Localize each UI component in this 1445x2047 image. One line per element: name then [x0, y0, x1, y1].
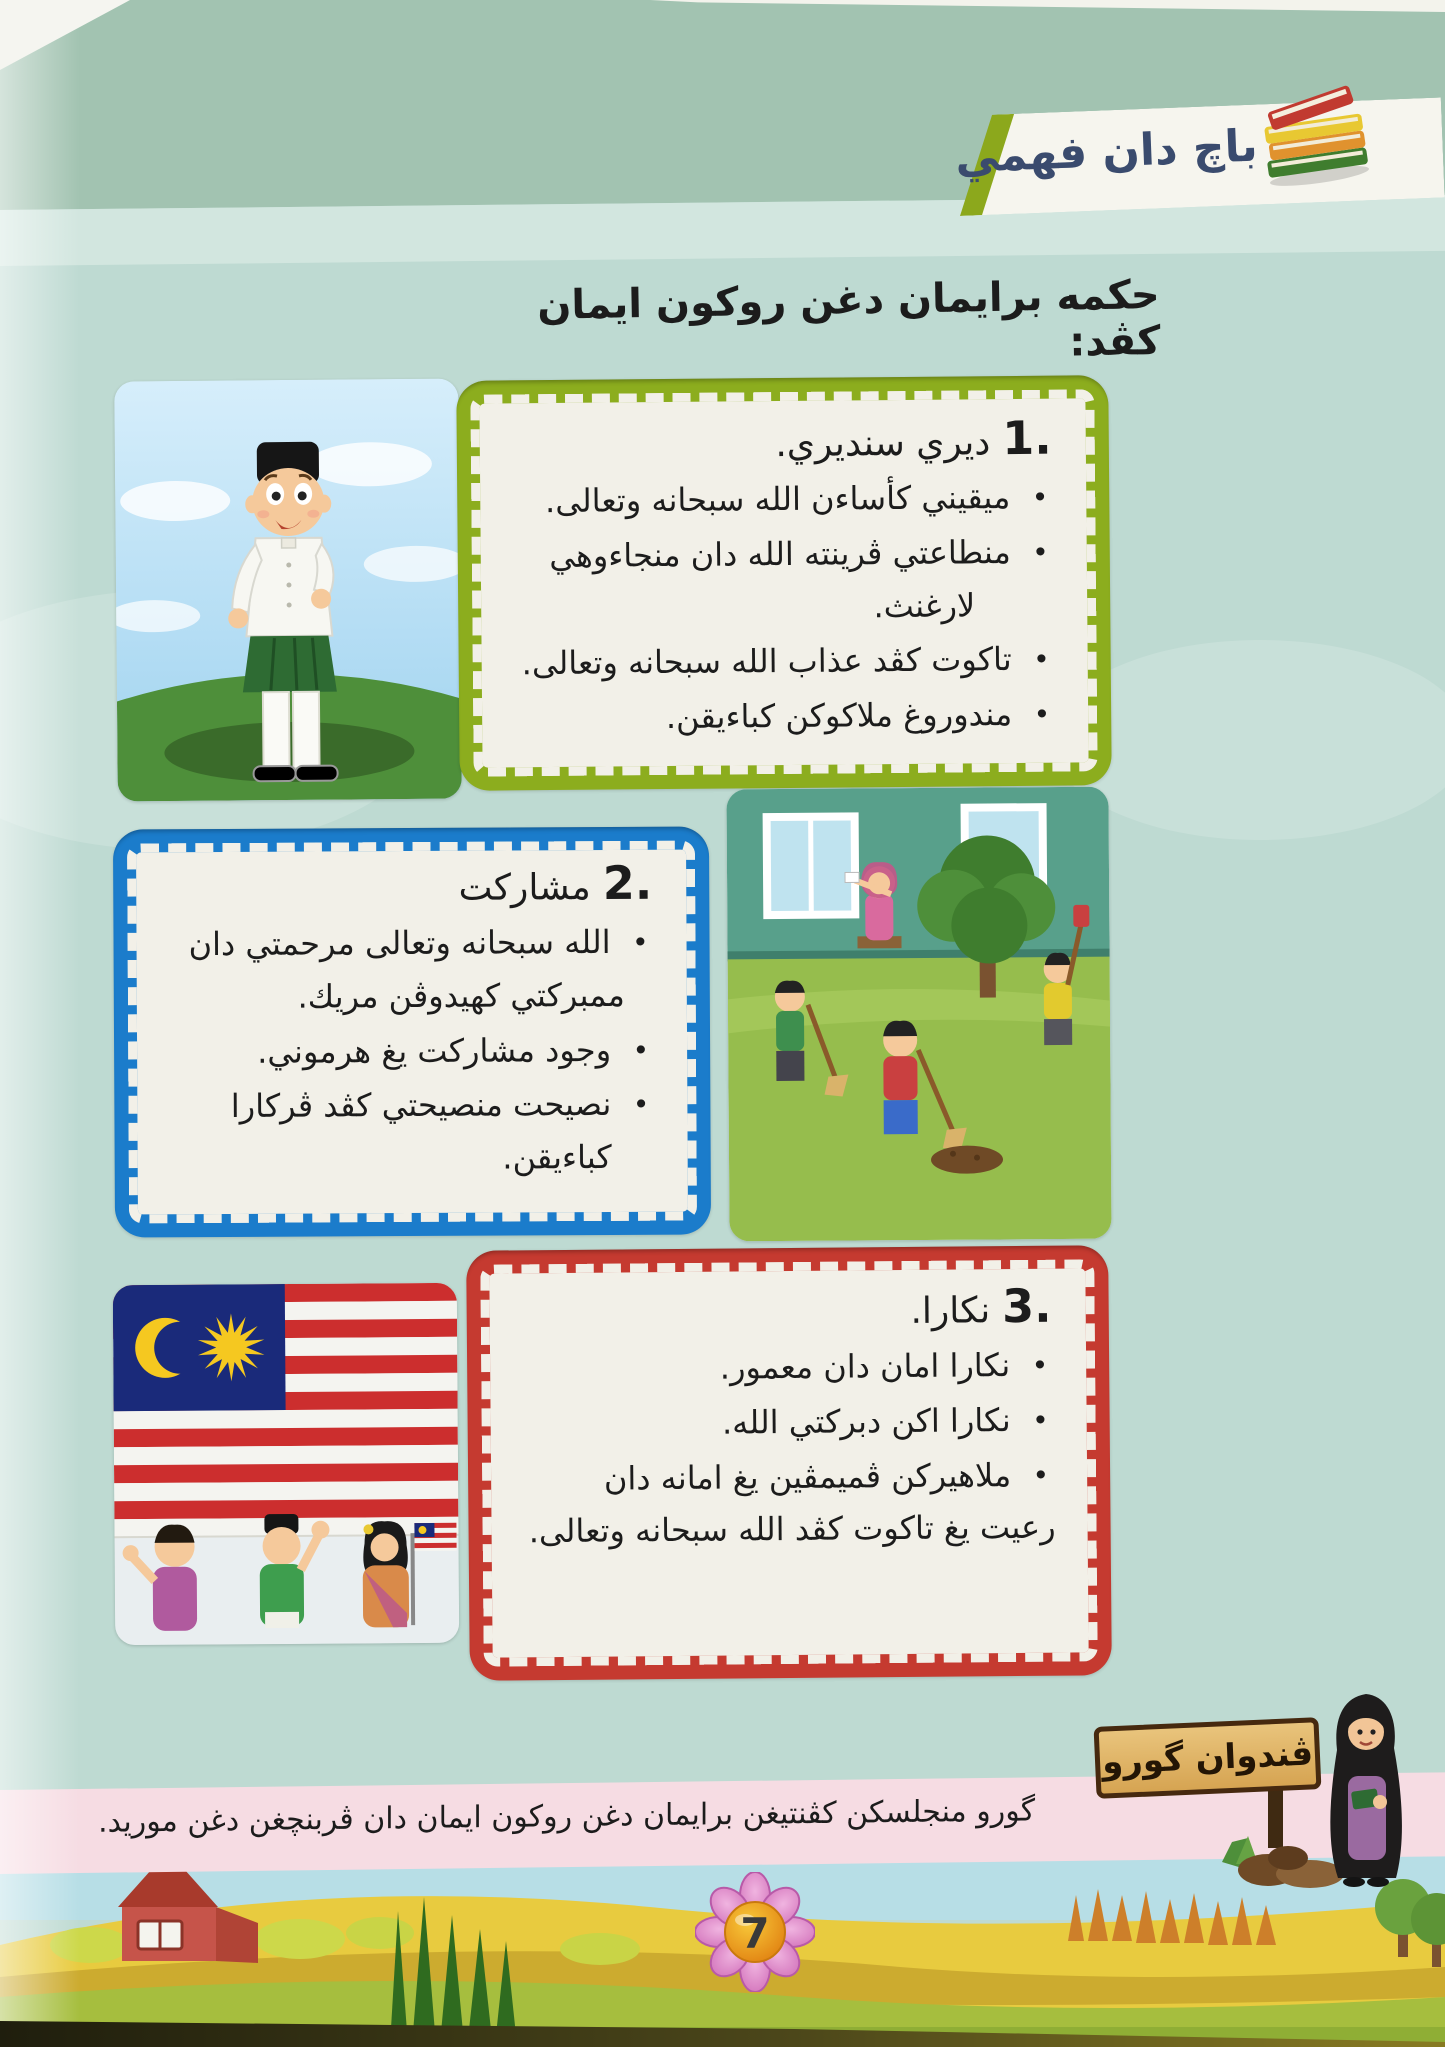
- list-item: • ميقيني كأساءن الله سبحانه وتعالى.: [496, 471, 1056, 529]
- section-number: 2.: [602, 855, 653, 910]
- list-item: • نكارا اكن دبركتي الله.: [506, 1393, 1056, 1451]
- section-heading-text: مشاركت: [458, 867, 591, 909]
- list-item: • نكارا امان دان معمور.: [506, 1339, 1056, 1397]
- list-item: • نصيحت منصيحتي كڤد ڤركارا كباءيقن.: [153, 1078, 658, 1186]
- section-1-box: [456, 375, 1112, 791]
- sign-label: ڤندوان گورو: [1101, 1733, 1314, 1783]
- chapter-banner: [956, 97, 1444, 216]
- list-item: • ملاهيركن ڤميمڤين يغ امانه دان رعيت يغ تاكوت كڤد الله سبحانه وتعالى.: [507, 1448, 1058, 1558]
- section-3-heading: [505, 1278, 1052, 1336]
- teacher-in-hijab: [1322, 1690, 1412, 1890]
- list-item: • تاكوت كڤد عذاب الله سبحانه وتعالى.: [497, 633, 1057, 691]
- section-2-box: [113, 826, 711, 1237]
- section-3-box: [466, 1245, 1112, 1681]
- books-icon: [1250, 69, 1376, 192]
- teacher-guide-note: گورو منجلسكن كڤنتيغن برايمان دغن روكون ايمان دان ڤربنچغن دغن موريد.: [98, 1793, 1035, 1840]
- illustration-children-cleaning: [726, 787, 1111, 1242]
- list-item: • مندوروغ ملاكوكن كباءيقن.: [498, 688, 1058, 746]
- illustration-malaysia-flag: [113, 1283, 460, 1645]
- page-number-flower: [695, 1872, 815, 1992]
- section-2-heading: [152, 855, 653, 911]
- intro-title: حكمه برايمان دغن روكون ايمان كڤد:: [536, 272, 1161, 366]
- page-number: 7: [740, 1909, 770, 1958]
- list-item: • وجود مشاركت يغ هرموني.: [153, 1023, 657, 1078]
- list-item: • الله سبحانه وتعالى مرحمتي دان ممبركتي كهيدوڤن مريك.: [152, 916, 657, 1024]
- banner-label: باچ دان فهمي: [954, 120, 1259, 184]
- small-flag: [414, 1523, 456, 1551]
- section-2-list: [152, 916, 657, 1187]
- malaysia-flag: [113, 1283, 459, 1537]
- list-item: • منطاعتي ڤرينته الله دان منجاءوهي لارغنث.: [497, 525, 1058, 635]
- section-1-heading: [496, 410, 1052, 468]
- illustration-malay-boy: [114, 379, 462, 802]
- section-heading-text: ديري سنديري.: [775, 422, 991, 466]
- section-number: 1.: [1002, 410, 1052, 466]
- section-3-list: [506, 1339, 1058, 1559]
- section-number: 3.: [1001, 1278, 1052, 1334]
- teacher-guide-sign: [1094, 1717, 1322, 1799]
- page-curve-highlight: [0, 0, 80, 2047]
- section-heading-text: نكارا.: [910, 1290, 991, 1332]
- section-1-list: [496, 471, 1058, 746]
